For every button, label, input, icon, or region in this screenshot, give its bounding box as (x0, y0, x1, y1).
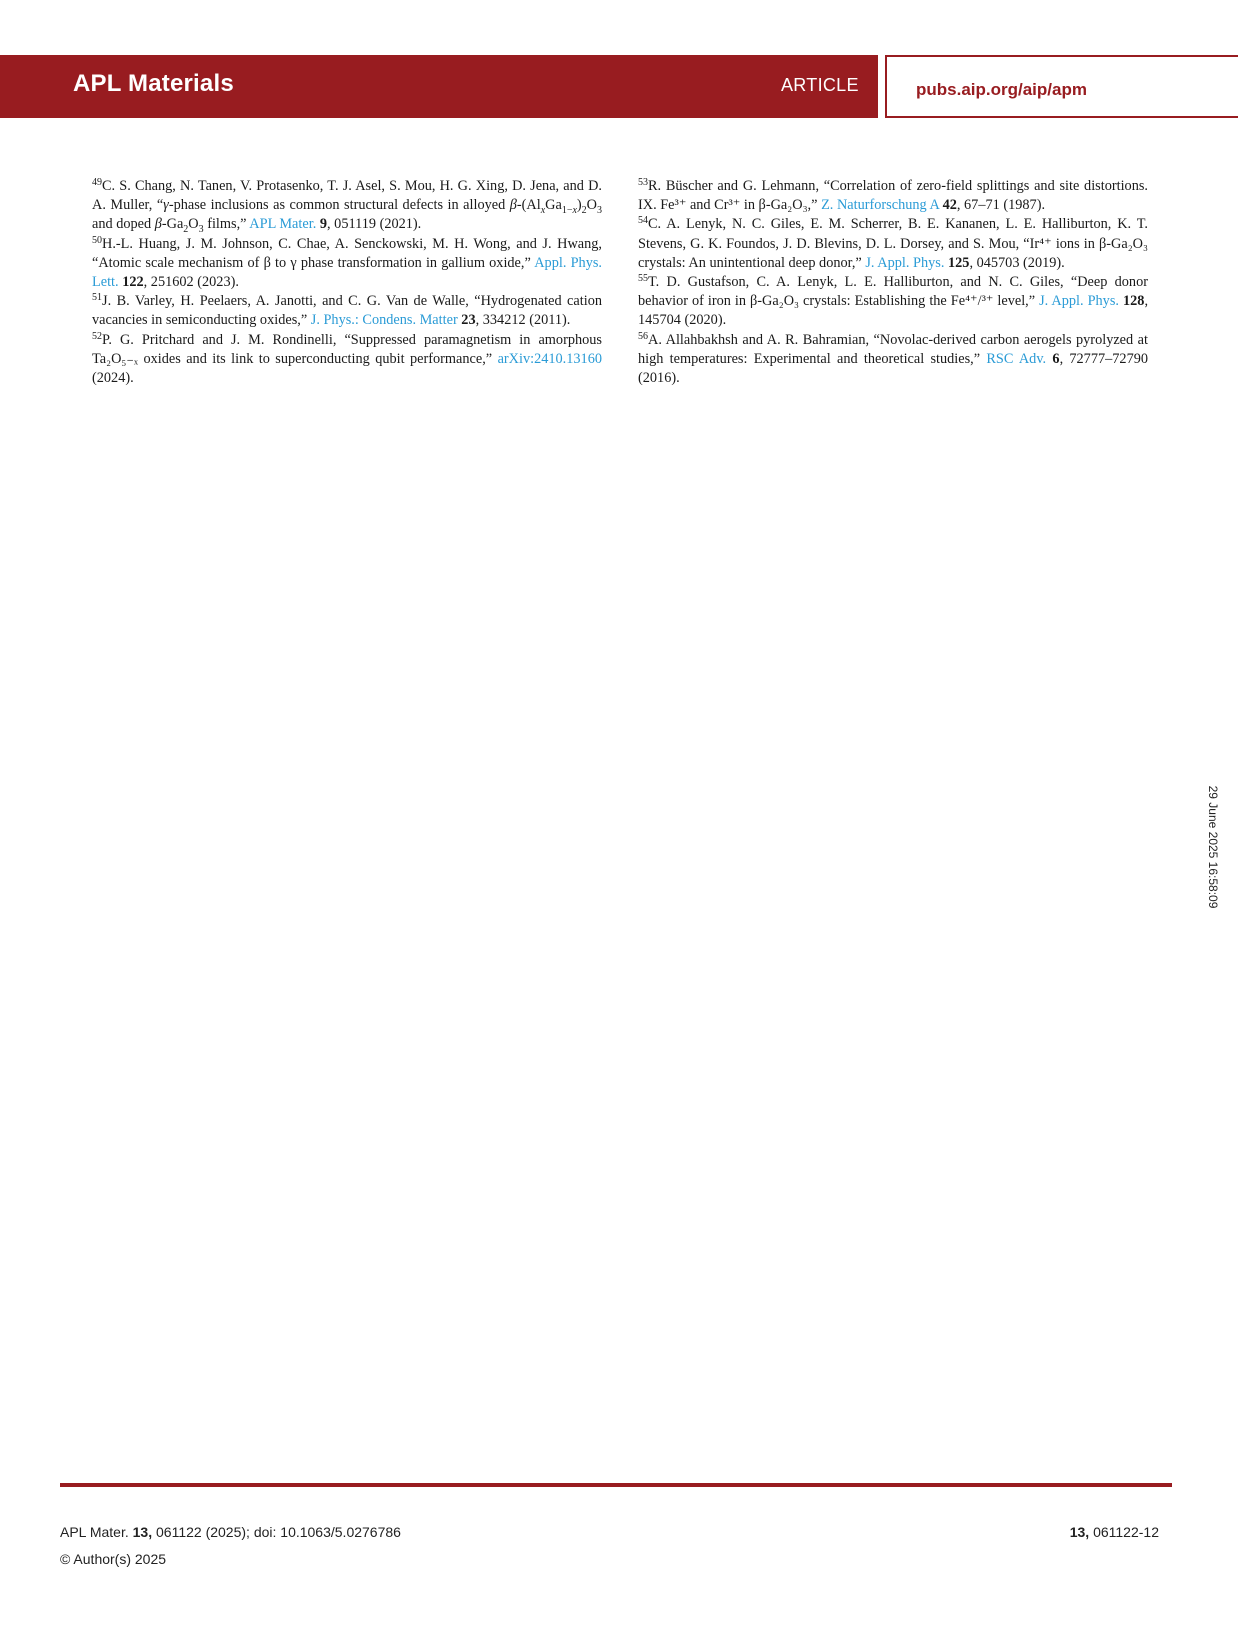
reference-55 (638, 273, 1148, 331)
reference-text: R. Büscher and G. Lehmann, “Correlation of zero-field splittings and site distortions. IX. Fe³⁺ and Cr³⁺ in β-Ga₂O₃,” (638, 178, 1148, 214)
reference-text: H.-L. Huang, J. M. Johnson, C. Chae, A. Senckowski, M. H. Wong, and J. Hwang, “Atomic scale mechanism of β to γ phase transformation in gallium oxide,” (92, 235, 602, 271)
volume: 122 (122, 274, 144, 291)
reference-number: 50 (92, 234, 102, 246)
volume: 42 (942, 197, 957, 214)
volume: 125 (947, 254, 970, 271)
reference-number: 53 (638, 177, 648, 188)
reference-tail: , 334212 (2011). (475, 312, 571, 329)
page-number (1070, 1524, 1159, 1540)
reference-52 (92, 331, 602, 389)
article-type-label: ARTICLE (781, 75, 859, 95)
volume: 23 (461, 312, 476, 329)
journal-link[interactable]: J. Phys.: Condens. Matter (310, 312, 458, 329)
reference-number: 54 (638, 215, 648, 227)
reference-tail: (2024). (92, 370, 134, 387)
journal-link[interactable]: J. Appl. Phys. (865, 254, 945, 271)
reference-50 (92, 235, 602, 293)
reference-51 (92, 292, 602, 330)
reference-49: $^{49}$C. S. Chang, N. Tanen, V. Protasenko, T. J. Asel, S. Mou, H. G. Xing, D. Jena, and D. A. Muller, “γ-phase inclusions as common structural defects in alloyed $\beta-(Al_xGa_{1-x})_2O_3$ and doped $\beta-Ga_2O_3$ films,” APL Mater. 9, 051119 (2021). (92, 177, 602, 236)
reference-text: P. G. Pritchard and J. M. Rondinelli, “Suppressed paramagnetism in amorphous Ta₂O₅₋ₓ oxides and its link to superconducting qubit performance,” (92, 331, 602, 367)
references-right-column (638, 177, 1148, 388)
reference-text: C. A. Lenyk, N. C. Giles, E. M. Scherrer, B. E. Kananen, L. E. Halliburton, K. T. Stevens, G. K. Foundos, J. D. Blevins, D. L. Dorsey, and S. Mou, “Ir⁴⁺ ions in β-Ga₂O₃ crystals: An unintentional deep donor,” (638, 216, 1148, 271)
journal-link[interactable]: Appl. Phys. Lett. (92, 254, 602, 291)
journal-title: APL Materials (73, 70, 234, 97)
volume: 128 (1122, 293, 1145, 310)
arxiv-link[interactable]: arXiv:2410.13160 (497, 350, 602, 367)
footer-citation (60, 1524, 401, 1540)
citation-prefix: APL Mater. (60, 1524, 129, 1540)
reference-tail: , 67–71 (1987). (956, 197, 1046, 214)
references-left-column (92, 177, 602, 388)
footer-divider (60, 1483, 1172, 1487)
copyright: © Author(s) 2025 (60, 1551, 167, 1567)
reference-tail: , 051119 (2021). (327, 216, 422, 233)
reference-text: A. Allahbakhsh and A. R. Bahramian, “Novolac-derived carbon aerogels pyrolyzed at high temperatures: Experimental and theoretical studies,” (638, 331, 1148, 367)
journal-link[interactable]: Z. Naturforschung A (821, 197, 939, 214)
reference-number: 52 (92, 330, 102, 342)
reference-number: 49 (92, 177, 102, 188)
journal-link[interactable]: J. Appl. Phys. (1039, 293, 1119, 310)
citation-volume: 13, (132, 1524, 153, 1540)
page-rest: 061122-12 (1093, 1524, 1159, 1540)
page-volume: 13, (1069, 1524, 1090, 1540)
reference-54 (638, 215, 1148, 273)
reference-tail: , 145704 (2020). (638, 293, 1149, 329)
citation-rest: 061122 (2025); doi: 10.1063/5.0276786 (156, 1524, 401, 1540)
reference-56 (638, 331, 1148, 389)
download-timestamp: 29 June 2025 16:58:09 (1206, 785, 1220, 909)
reference-text: J. B. Varley, H. Peelaers, A. Janotti, and C. G. Van de Walle, “Hydrogenated cation vacancies in semiconducting oxides,” (92, 293, 602, 329)
reference-tail: , 72777–72790 (2016). (638, 350, 1149, 387)
journal-link[interactable]: APL Mater. (249, 216, 317, 233)
reference-number: 55 (638, 273, 648, 285)
journal-link[interactable]: RSC Adv. (986, 350, 1047, 367)
journal-url-link[interactable]: pubs.aip.org/aip/apm (916, 80, 1087, 99)
volume: 9 (319, 216, 328, 233)
reference-text: T. D. Gustafson, C. A. Lenyk, L. E. Halliburton, and N. C. Giles, “Deep donor behavior of iron in β-Ga₂O₃ crystals: Establishing the Fe⁴⁺/³⁺ level,” (638, 274, 1148, 310)
reference-number: 56 (638, 330, 648, 342)
reference-tail: , 251602 (2023). (143, 274, 239, 291)
reference-tail: , 045703 (2019). (969, 254, 1065, 271)
reference-number: 51 (92, 292, 102, 304)
volume: 6 (1052, 350, 1060, 367)
reference-53 (638, 177, 1148, 215)
